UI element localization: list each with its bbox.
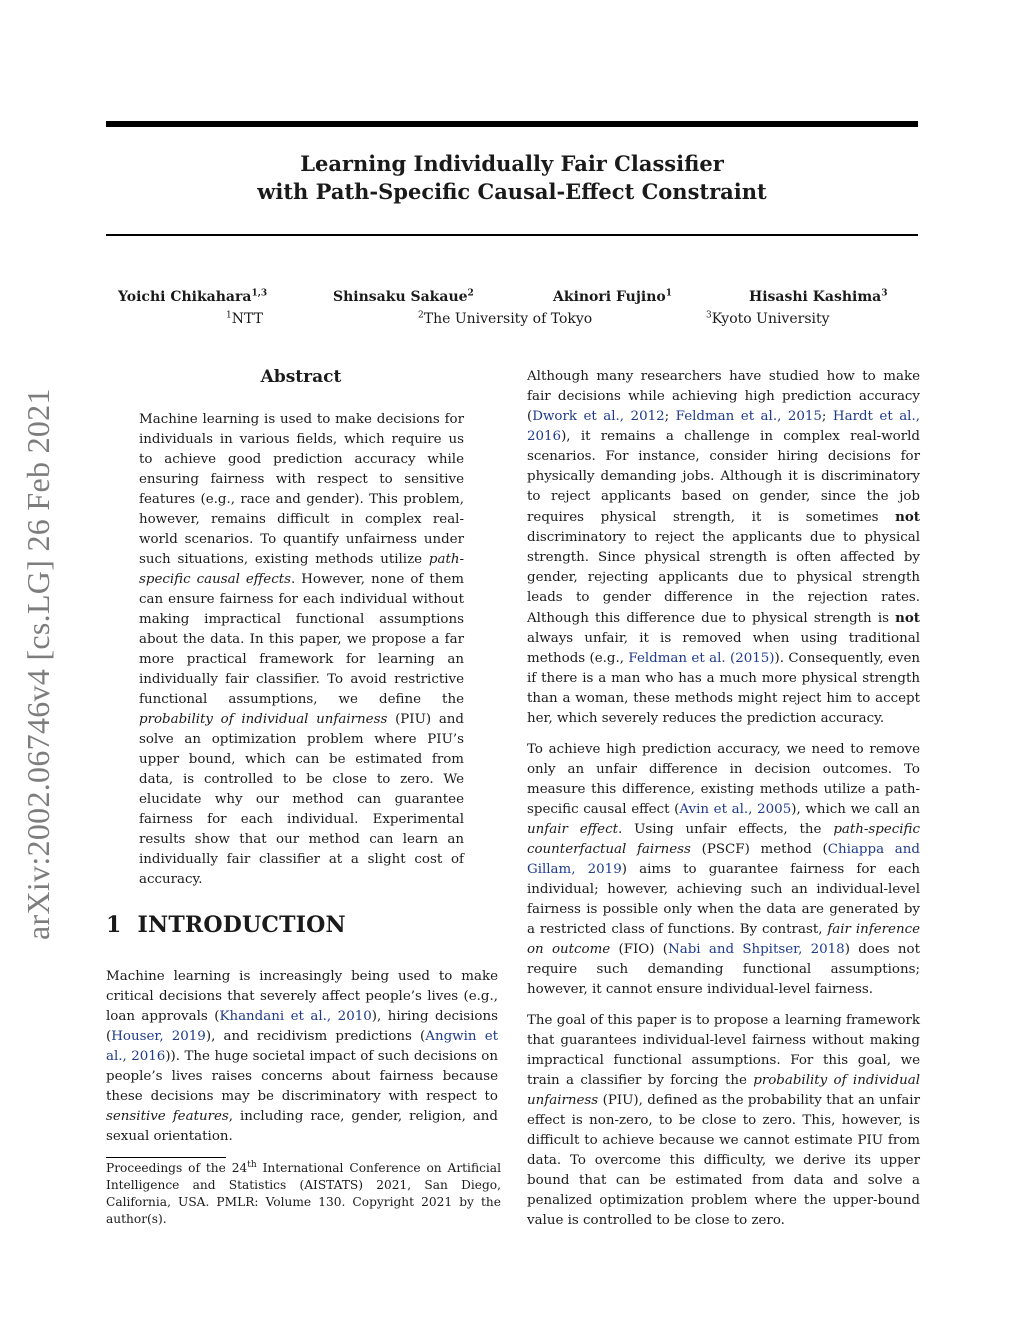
right-column bbox=[527, 367, 920, 1242]
section-heading: 1 INTRODUCTION bbox=[106, 912, 346, 938]
abstract-heading: Abstract bbox=[260, 367, 342, 387]
affiliation: $^1$NTT bbox=[226, 310, 263, 327]
citation-link[interactable]: Feldman et al. (2015) bbox=[628, 651, 775, 666]
citation-link[interactable]: Feldman et al., 2015 bbox=[675, 409, 822, 424]
paper-title bbox=[106, 150, 918, 206]
citation-link[interactable]: Avin et al., 2005 bbox=[679, 802, 792, 817]
arxiv-watermark: arXiv:2002.06746v4 [cs.LG] 26 Feb 2021 bbox=[20, 388, 56, 940]
citation-link[interactable]: Hardt et al., 2016 bbox=[527, 409, 920, 444]
paragraph: To achieve high prediction accuracy, we need to remove only an unfair difference in decision outcomes. To measure this difference, existing methods utilize a path-specific causal effect (Avin et al., 2005), which we call an unfair effect. Using unfair effects, the path-specific counterfactual fairness (PSCF) method (Chiappa and Gillam, 2019) aims to guarantee fairness for each individual; however, achieving such an individual-level fairness is possible only when the data are generated by a restricted class of functions. By contrast, fair inference on outcome (FIO) (Nabi and Shpitser, 2018) does not require such demanding functional assumptions; however, it cannot ensure individual-level fairness. bbox=[527, 742, 920, 997]
paragraph: The goal of this paper is to propose a learning framework that guarantees individual-level fairness without making impractical functional assumptions. For this goal, we train a classifier by forcing the probability of individual unfairness (PIU), defined as the probability that an unfair effect is non-zero, to be close to zero. This, however, is difficult to achieve because we cannot estimate PIU from data. To overcome this difficulty, we derive its upper bound that can be estimated from data and solve a penalized optimization problem where the upper-bound value is controlled to be close to zero. bbox=[527, 1013, 920, 1228]
citation-link[interactable]: Khandani et al., 2010 bbox=[219, 1009, 372, 1024]
footnote-rule bbox=[106, 1157, 226, 1158]
paragraph: Although many researchers have studied how to make fair decisions while achieving high prediction accuracy (Dwork et al., 2012; Feldman et al., 2015; Hardt et al., 2016), it remains a challenge in complex real-world scenarios. For instance, consider hiring decisions for physically demanding jobs. Although it is discriminatory to reject applicants based on gender, since the job requires physical strength, it is sometimes not discriminatory to reject the applicants due to physical strength. Since physical strength is often affected by gender, rejecting applicants due to physical strength leads to gender difference in the rejection rates. Although this difference due to physical strength is not always unfair, it is removed when using traditional methods (e.g., Feldman et al. (2015)). Consequently, even if there is a man who has a much more physical strength than a woman, these methods might reject him to accept her, which severely reduces the prediction accuracy. bbox=[527, 369, 920, 726]
author-name: Yoichi Chikahara$^{1,3}$ bbox=[118, 288, 268, 305]
title-top-rule bbox=[106, 121, 918, 127]
citation-link[interactable]: Houser, 2019 bbox=[111, 1029, 206, 1044]
citation-link[interactable]: Angwin et al., 2016 bbox=[106, 1029, 498, 1064]
title-bottom-rule bbox=[106, 234, 918, 236]
author-name: Akinori Fujino$^1$ bbox=[553, 288, 673, 305]
citation-link[interactable]: Dwork et al., 2012 bbox=[532, 409, 665, 424]
abstract-body: Machine learning is used to make decisions for individuals in various fields, which require us to achieve good prediction accuracy while ensuring fairness with respect to sensitive features (e.g., race and gender). This problem, however, remains difficult in complex real-world scenarios. To quantify unfairness under such situations, existing methods utilize path-specific causal effects. However, none of them can ensure fairness for each individual without making impractical functional assumptions about the data. In this paper, we propose a far more practical framework for learning an individually fair classifier. To avoid restrictive functional assumptions, we define the probability of individual unfairness (PIU) and solve an optimization problem where PIU’s upper bound, which can be estimated from data, is controlled to be close to zero. We elucidate why our method can guarantee fairness for each individual. Experimental results show that our method can learn an individually fair classifier at a slight cost of accuracy. bbox=[139, 412, 464, 887]
affiliation: $^3$Kyoto University bbox=[706, 310, 830, 327]
footnote: Proceedings of the 24th International Conference on Artificial Intelligence and Statistics (AISTATS) 2021, San Diego, California, USA. PMLR: Volume 130. Copyright 2021 by the author(s). bbox=[106, 1159, 501, 1226]
title-line-1: Learning Individually Fair Classifier bbox=[300, 151, 724, 176]
author-name: Hisashi Kashima$^3$ bbox=[749, 288, 888, 305]
affiliation: $^2$The University of Tokyo bbox=[418, 310, 593, 327]
author-name: Shinsaku Sakaue$^2$ bbox=[333, 288, 474, 305]
citation-link[interactable]: Chiappa and Gillam, 2019 bbox=[527, 842, 920, 877]
intro-paragraph: Machine learning is increasingly being used to make critical decisions that severely affect people’s lives (e.g., loan approvals (Khandani et al., 2010), hiring decisions (Houser, 2019), and recidivism predictions (Angwin et al., 2016)). The huge societal impact of such decisions on people’s lives raises concerns about fairness because these decisions may be discriminatory with respect to sensitive features, including race, gender, religion, and sexual orientation. bbox=[106, 969, 498, 1144]
title-line-2: with Path-Specific Causal-Effect Constraint bbox=[257, 179, 767, 204]
citation-link[interactable]: Nabi and Shpitser, 2018 bbox=[668, 942, 845, 957]
